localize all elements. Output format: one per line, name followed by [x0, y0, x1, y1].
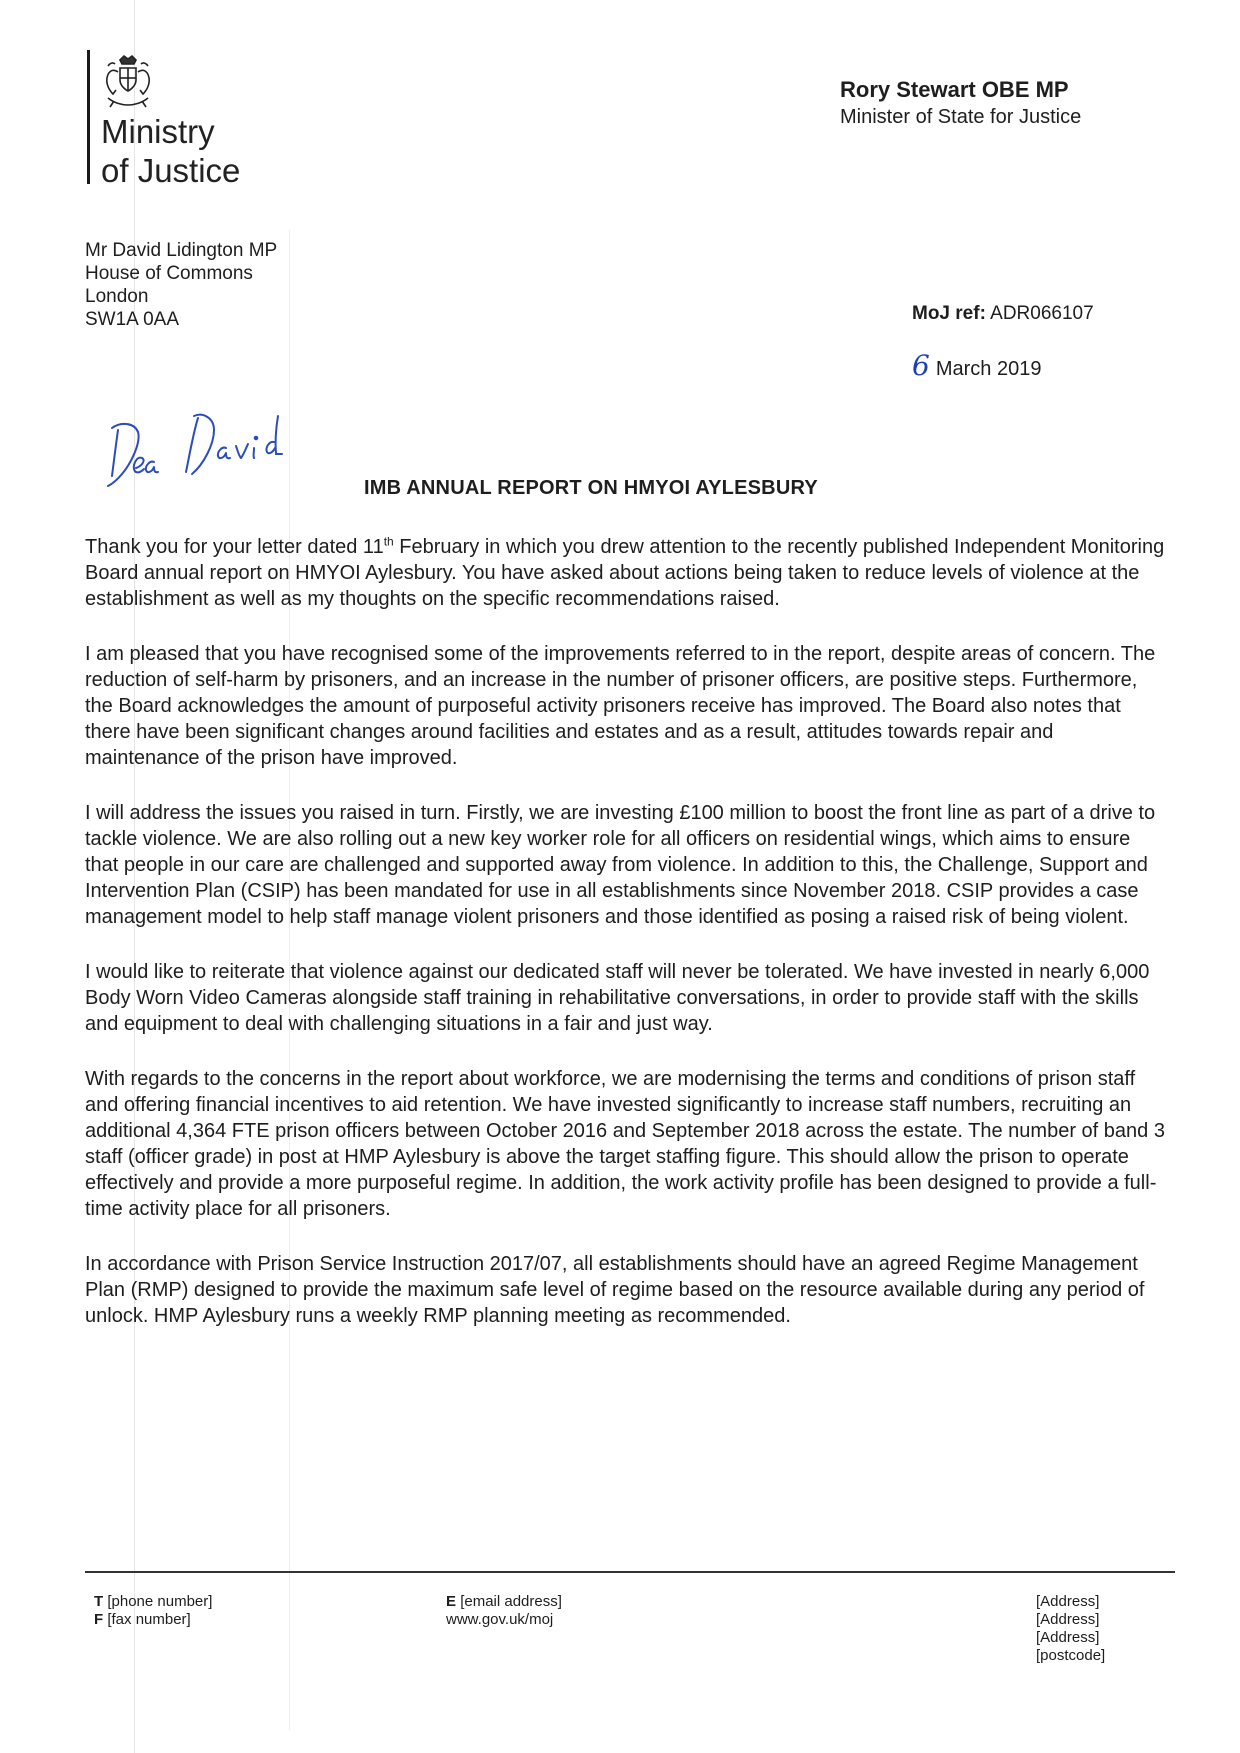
paragraph-text: Thank you for your letter dated 11	[85, 536, 384, 558]
handwritten-salutation	[98, 408, 318, 518]
department-line-1: Ministry	[101, 113, 215, 150]
sender-block	[840, 76, 1160, 130]
recipient-address	[85, 239, 277, 331]
recipient-line: House of Commons	[85, 263, 253, 284]
body-paragraph: I will address the issues you raised in turn. Firstly, we are investing £100 million to boost the front line as part of a drive to tackle violence. We are also rolling out a new key worker role for all officers on residential wings, which aims to ensure that people in our care are challenged and supported away from violence. In addition to this, the Challenge, Support and Intervention Plan (CSIP) has been mandated for use in all establishments since November 2018. CSIP provides a case management model to help staff manage violent prisoners and those identified as posing a raised risk of being violent.	[85, 802, 1156, 928]
royal-coat-of-arms-icon	[98, 54, 158, 110]
recipient-line: London	[85, 286, 149, 307]
website-link[interactable]: www.gov.uk/moj	[446, 1611, 554, 1628]
footer-contact-email	[446, 1593, 562, 1629]
paragraph-text: February in which you drew attention to the recently published Independent Monitoring Board annual report on HMYOI Aylesbury. You have asked about actions being taken to reduce levels of violence at the establishment as well as my thoughts on the specific recommendations raised.	[85, 536, 1165, 610]
reference	[912, 303, 1094, 325]
letter-body	[85, 534, 1165, 1358]
sender-name: Rory Stewart OBE MP	[840, 77, 1069, 102]
logo-rule	[87, 50, 90, 184]
department-name	[101, 112, 240, 190]
phone-label: T	[94, 1593, 104, 1610]
address-line: [postcode]	[1036, 1647, 1106, 1664]
footer-address	[1036, 1593, 1105, 1665]
body-paragraph: With regards to the concerns in the report about workforce, we are modernising the terms and conditions of prison staff and offering financial incentives to aid retention. We have invested significantly to increase staff numbers, recruiting an additional 4,364 FTE prison officers between October 2016 and September 2018 across the estate. The number of band 3 staff (officer grade) in post at HMP Aylesbury is above the target staffing figure. This should allow the prison to operate effectively and provide a more purposeful regime. In addition, the work activity profile has been designed to provide a full-time activity place for all prisoners.	[85, 1068, 1165, 1220]
footer-rule	[85, 1571, 1175, 1573]
recipient-line: Mr David Lidington MP	[85, 240, 278, 261]
body-paragraph: I would like to reiterate that violence against our dedicated staff will never be tolerated. We have invested in nearly 6,000 Body Worn Video Cameras alongside staff training in rehabilitative conversations, in order to provide staff with the skills and equipment to deal with challenging situations in a fair and just way.	[85, 961, 1150, 1035]
email-value: [email address]	[460, 1593, 562, 1610]
fax-label: F	[94, 1611, 104, 1628]
sender-role: Minister of State for Justice	[840, 106, 1082, 128]
address-line: [Address]	[1036, 1611, 1100, 1628]
body-paragraph: I am pleased that you have recognised some of the improvements referred to in the report, despite areas of concern. The reduction of self-harm by prisoners, and an increase in the number of prisoner officers, are positive steps. Furthermore, the Board acknowledges the amount of purposeful activity prisoners receive has improved. The Board also notes that there have been significant changes around facilities and estates and as a result, attitudes towards repair and maintenance of the prison have improved.	[85, 643, 1156, 769]
footer-contact-phone	[94, 1593, 212, 1629]
address-line: [Address]	[1036, 1629, 1100, 1646]
ordinal-suffix: th	[383, 534, 394, 549]
date-day-handwritten: 6	[912, 349, 930, 382]
reference-label: MoJ ref:	[912, 303, 986, 324]
email-label: E	[446, 1593, 457, 1610]
body-paragraph: In accordance with Prison Service Instruction 2017/07, all establishments should have an agreed Regime Management Plan (RMP) designed to provide the maximum safe level of regime based on the resource available during any period of unlock. HMP Aylesbury runs a weekly RMP planning meeting as recommended.	[85, 1253, 1145, 1327]
phone-value: [phone number]	[107, 1593, 213, 1610]
letter-subject-heading: IMB ANNUAL REPORT ON HMYOI AYLESBURY	[364, 477, 818, 499]
reference-value: ADR066107	[990, 303, 1094, 324]
body-paragraph	[85, 534, 1165, 612]
address-line: [Address]	[1036, 1593, 1100, 1610]
department-line-2: of Justice	[101, 152, 241, 189]
date-month-year: March 2019	[935, 358, 1042, 380]
letter-date	[912, 349, 1041, 382]
recipient-line: SW1A 0AA	[85, 309, 179, 330]
fax-value: [fax number]	[107, 1611, 191, 1628]
